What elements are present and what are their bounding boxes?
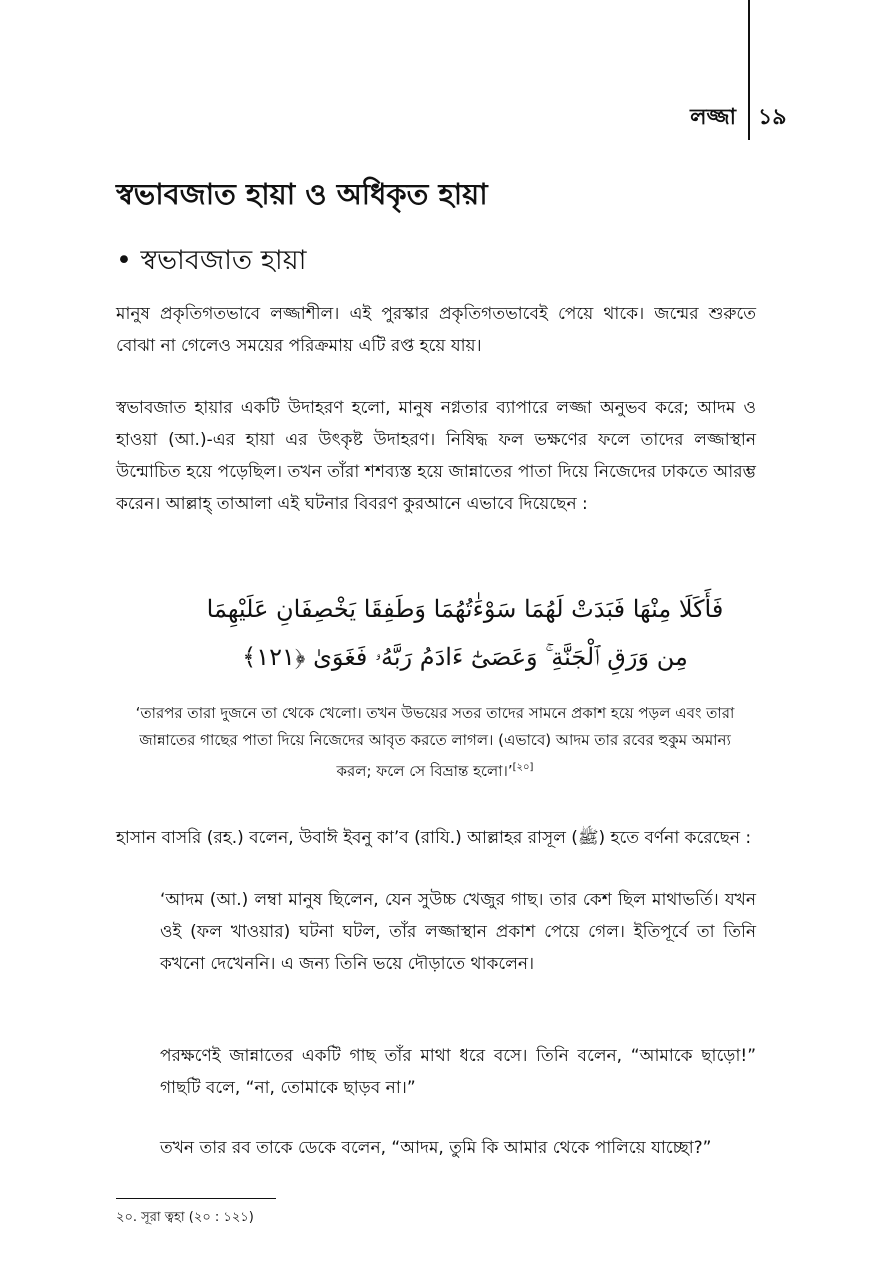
header-divider-line <box>748 0 750 140</box>
quote-paragraph: ‘আদম (আ.) লম্বা মানুষ ছিলেন, যেন সুউচ্চ খেজুর গাছ। তার কেশ ছিল মাথাভর্তি। যখন ওই (ফল খাওয়ার) ঘটনা ঘটল, তাঁর লজ্জাস্থান প্রকাশ পেয়ে গেল। ইতিপূর্বে তা তিনি কখনো দেখেননি। এ জন্য তিনি ভয়ে দৌড়াতে থাকলেন। <box>160 890 756 974</box>
section-title: • স্বভাবজাত হায়া <box>116 245 307 276</box>
chapter-title: স্বভাবজাত হায়া ও অধিকৃত হায়া <box>116 177 488 211</box>
footnote: ২০. সূরা ত্বহা (২০ : ১২১) <box>116 1210 254 1225</box>
footnote-reference: [২০] <box>512 762 534 773</box>
quote-paragraph: তখন তার রব তাকে ডেকে বলেন, “আদম, তুমি কি আমার থেকে পালিয়ে যাচ্ছো?” <box>160 1138 712 1158</box>
quote-paragraph: পরক্ষণেই জান্নাতের একটি গাছ তাঁর মাথা ধরে বসে। তিনি বলেন, “আমাকে ছাড়ো!” গাছটি বলে, “না, তোমাকে ছাড়ব না।” <box>160 1046 756 1098</box>
paragraph-intro: মানুষ প্রকৃতিগতভাবে লজ্জাশীল। এই পুরস্কার প্রকৃতিগতভাবেই পেয়ে থাকে। জন্মের শুরুতে বোঝা না গেলেও সময়ের পরিক্রমায় এটি রপ্ত হয়ে যায়। <box>116 304 756 356</box>
verse-translation <box>130 700 740 785</box>
arabic-verse: فَأَكَلَا مِنْهَا فَبَدَتْ لَهُمَا سَوْءَٰتُهُمَا وَطَفِقَا يَخْصِفَانِ عَلَيْهِمَا مِن وَرَقِ ٱلْجَنَّةِ ۚ وَعَصَىٰٓ ءَادَمُ رَبَّهُۥ فَغَوَىٰ ﴿١٢١﴾ <box>206 595 724 671</box>
footnote-divider <box>116 1198 276 1199</box>
paragraph-narration: হাসান বাসরি (রহ.) বলেন, উবাঈ ইবনু কা’ব (রাযি.) আল্লাহর রাসূল (ﷺ) হতে বর্ণনা করেছেন : <box>116 828 752 848</box>
translation-text: ‘তারপর তারা দুজনে তা থেকে খেলো। তখন উভয়ের সতর তাদের সামনে প্রকাশ হয়ে পড়ল এবং তারা জান্নাতের গাছের পাতা দিয়ে নিজেদের আবৃত করতে লাগল। (এভাবে) আদম তার রবের হুকুম অমান্য করল; ফলে সে বিভ্রান্ত হলো।’ <box>135 704 735 780</box>
running-title: লজ্জা <box>690 105 736 130</box>
paragraph-example: স্বভাবজাত হায়ার একটি উদাহরণ হলো, মানুষ নগ্নতার ব্যাপারে লজ্জা অনুভব করে; আদম ও হাওয়া (আ.)-এর হায়া এর উৎকৃষ্ট উদাহরণ। নিষিদ্ধ ফল ভক্ষণের ফলে তাদের লজ্জাস্থান উন্মোচিত হয়ে পড়েছিল। তখন তাঁরা শশব্যস্ত হয়ে জান্নাতের পাতা দিয়ে নিজেদের ঢাকতে আরম্ভ করেন। আল্লাহ্ তাআলা এই ঘটনার বিবরণ কুরআনে এভাবে দিয়েছেন : <box>116 398 756 514</box>
page-number: ১৯ <box>758 105 787 130</box>
